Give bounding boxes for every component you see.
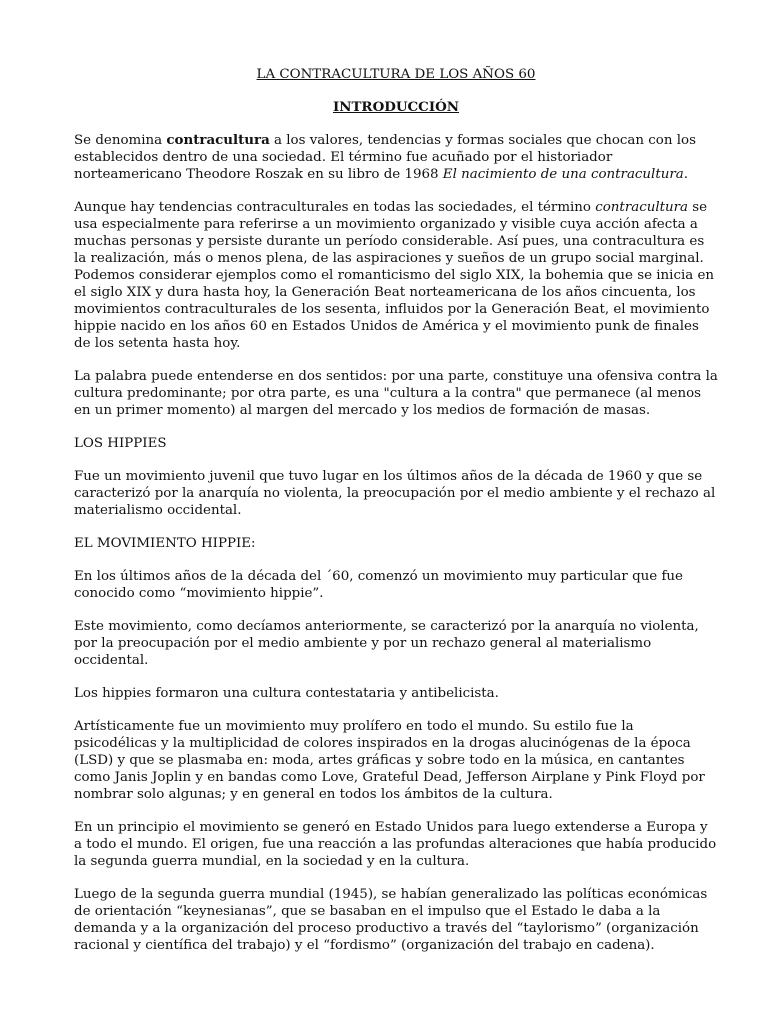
paragraph-text: a los valores, tendencias y formas sociales que chocan con los establecidos dentro de una sociedad. El término fue acuñado por el historiador norteamericano Theodore Roszak en su libro de 1968 bbox=[74, 133, 696, 182]
document-page bbox=[74, 66, 718, 970]
book-title: El nacimiento de una contracultura bbox=[442, 167, 684, 182]
paragraph-caracterizacion: Este movimiento, como decíamos anteriormente, se caracterizó por la anarquía no violenta, por la preocupación por el medio ambiente y por un rechazo general al materialismo occidental. bbox=[74, 619, 699, 668]
paragraph-tendencias bbox=[74, 199, 718, 352]
paragraph-text: se usa especialmente para referirse a un movimiento organizado y visible cuya acción afecta a muchas personas y persiste durante un período considerable. Así pues, una contracultura es la realización, más o menos plena, de las aspiraciones y sueños de un grupo social marginal. Podemos considerar ejemplos como el romanticismo del siglo XIX, la bohemia que se inicia en el siglo XIX y dura hasta hoy, la Generación Beat norteamericana de los años cincuenta, los movimientos contraculturales de los sesenta, influidos por la Generación Beat, el movimiento hippie nacido en los años 60 en Estados Unidos de América y el movimiento punk de finales de los setenta hasta hoy. bbox=[74, 200, 715, 351]
section-title-introduccion: INTRODUCCIÓN bbox=[332, 99, 460, 115]
paragraph-artisticamente: Artísticamente fue un movimiento muy prolífero en todo el mundo. Su estilo fue la psicodélicas y la multiplicidad de colores inspirados en la drogas alucinógenas de la época (LSD) y que se plasmaba en: moda, artes gráficas y sobre todo en la música, en cantantes como Janis Joplin y en bandas como Love, Grateful Dead, Jefferson Airplane y Pink Floyd por nombrar solo algunas; y en general en todos los ámbitos de la cultura. bbox=[74, 719, 705, 802]
italic-term: contracultura bbox=[595, 200, 688, 215]
bold-term: contracultura bbox=[166, 132, 270, 148]
paragraph-sentidos: La palabra puede entenderse en dos sentidos: por una parte, constituye una ofensiva contra la cultura predominante; por otra parte, es una "cultura a la contra" que permanece (al menos en un primer momento) al margen del mercado y los medios de formación de masas. bbox=[74, 369, 718, 418]
paragraph-movimiento-juvenil: Fue un movimiento juvenil que tuvo lugar en los últimos años de la década de 1960 y que se caracterizó por la anarquía no violenta, la preocupación por el medio ambiente y el rechazo al materialismo occidental. bbox=[74, 469, 716, 518]
paragraph-keynesianas: Luego de la segunda guerra mundial (1945), se habían generalizado las políticas económicas de orientación “keynesianas”, que se basaban en el impulso que el Estado le daba a la demanda y a la organización del proceso productivo a través del “taylorismo” (organización racional y científica del trabajo) y el “fordismo” (organización del trabajo en cadena). bbox=[74, 887, 708, 953]
paragraph-text: Aunque hay tendencias contraculturales en todas las sociedades, el término bbox=[74, 200, 596, 215]
heading-movimiento-hippie: EL MOVIMIENTO HIPPIE: bbox=[74, 536, 256, 551]
paragraph-ultimos-anos: En los últimos años de la década del ´60, comenzó un movimiento muy particular que fue conocido como “movimiento hippie”. bbox=[74, 569, 683, 601]
paragraph-text: . bbox=[683, 167, 688, 182]
heading-los-hippies: LOS HIPPIES bbox=[74, 436, 167, 451]
paragraph-contestataria: Los hippies formaron una cultura contestataria y antibelicista. bbox=[74, 686, 499, 701]
document-title: LA CONTRACULTURA DE LOS AÑOS 60 bbox=[256, 67, 536, 82]
paragraph-text: Se denomina bbox=[74, 133, 167, 148]
paragraph-origen: En un principio el movimiento se generó en Estado Unidos para luego extenderse a Europa y a todo el mundo. El origen, fue una reacción a las profundas alteraciones que había producido la segunda guerra mundial, en la sociedad y en la cultura. bbox=[74, 820, 717, 869]
paragraph-definicion bbox=[74, 132, 718, 183]
